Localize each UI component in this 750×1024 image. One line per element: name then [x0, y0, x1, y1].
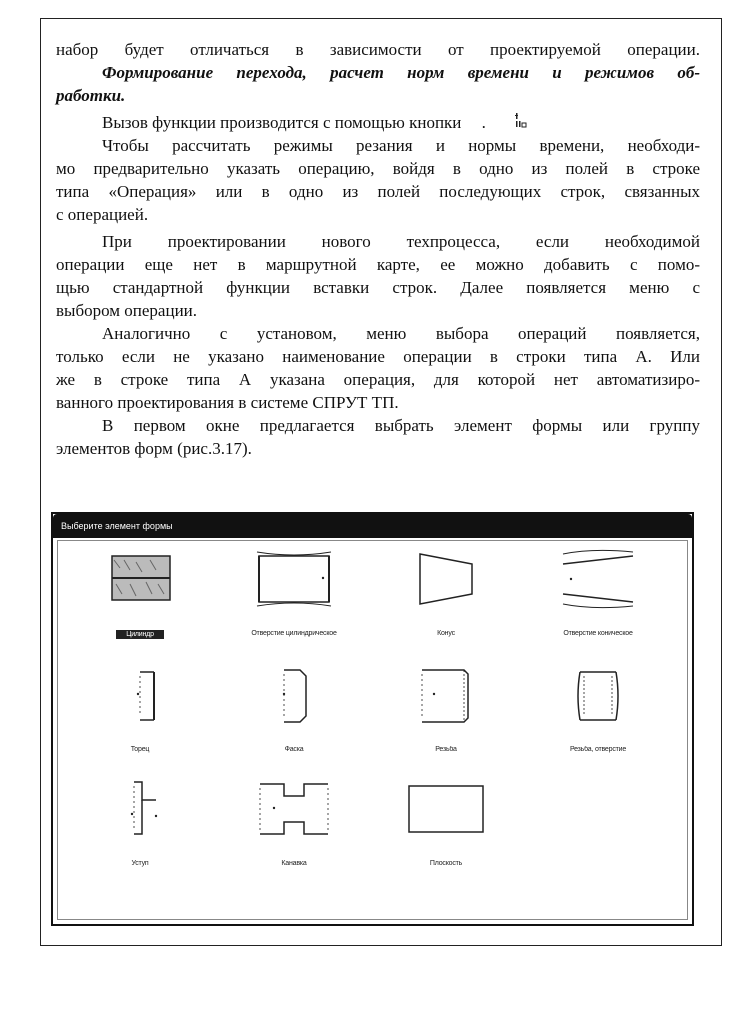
- window-titlebar: Выберите элемент формы: [53, 514, 692, 538]
- text-line: щью стандартной функции вставки строк. Далее появляется меню с: [56, 278, 700, 297]
- paragraph-1: [56, 111, 700, 134]
- text-line: Аналогично с установом, меню выбора операций появляется,: [102, 324, 700, 343]
- form-element-step[interactable]: [65, 778, 215, 888]
- form-element-face[interactable]: [65, 664, 215, 774]
- paragraph-0: [56, 38, 700, 61]
- text-line: типа «Операция» или в одно из полей последующих строк, связанных: [56, 182, 700, 201]
- paragraph-3: [56, 230, 700, 322]
- form-element-label: Канавка: [281, 860, 307, 867]
- text-line: ванного проектирования в системе СПРУТ ТП.: [56, 393, 399, 412]
- cylinder-icon: [100, 548, 180, 610]
- step-icon: [100, 778, 180, 840]
- form-element-thread[interactable]: [371, 664, 521, 774]
- thread-hole-icon: [558, 664, 638, 726]
- form-element-label: Плоскость: [429, 860, 463, 867]
- paragraph-2: [56, 134, 700, 226]
- plane-icon: [401, 778, 491, 840]
- text-line: операции еще нет в маршрутной карте, ее можно добавить с помо-: [56, 255, 700, 274]
- cylindrical-hole-icon: [249, 548, 339, 610]
- form-element-label: Отверстие коническое: [563, 630, 633, 637]
- text-line: элементов форм (рис.3.17).: [56, 439, 252, 458]
- groove-icon: [244, 778, 344, 840]
- form-element-cone[interactable]: [371, 548, 521, 658]
- form-element-label: Торец: [130, 746, 150, 753]
- text-line: В первом окне предлагается выбрать элемент формы или группу: [102, 416, 700, 435]
- document-text: [56, 38, 700, 460]
- text-line: работки.: [56, 86, 126, 105]
- form-element-label: Резьба, отверстие: [569, 746, 627, 753]
- step-calc-icon: [468, 112, 482, 130]
- text-line: только если не указано наименование операции в строки типа А. Или: [56, 347, 700, 366]
- form-element-conical-hole[interactable]: [523, 548, 673, 658]
- form-element-plane[interactable]: [371, 778, 521, 888]
- form-element-groove[interactable]: [219, 778, 369, 888]
- form-element-label: Уступ: [131, 860, 149, 867]
- form-element-label: Цилиндр: [116, 630, 164, 639]
- conical-hole-icon: [553, 548, 643, 610]
- text-line: При проектировании нового техпроцесса, если необходимой: [102, 232, 700, 251]
- section-heading: [56, 61, 700, 107]
- paragraph-4: [56, 322, 700, 414]
- text-line: же в строке типа А указана операция, для которой нет автоматизиро-: [56, 370, 700, 389]
- text-line: набор будет отличаться в зависимости от проектируемой операции.: [56, 40, 700, 59]
- form-element-label: Отверстие цилиндрическое: [251, 630, 337, 637]
- text-line: мо предварительно указать операцию, войдя в одно из полей в строке: [56, 159, 700, 178]
- text-line: Формирование перехода, расчет норм времени и режимов об-: [102, 63, 700, 82]
- select-form-element-window: [51, 512, 694, 926]
- face-icon: [100, 664, 180, 726]
- form-element-cylinder[interactable]: [65, 548, 215, 658]
- cone-icon: [406, 548, 486, 610]
- text-line: с операцией.: [56, 205, 149, 224]
- text-line: Вызов функции производится с помощью кнопки: [102, 113, 462, 132]
- form-element-cyl-hole[interactable]: [219, 548, 369, 658]
- text-line: выбором операции.: [56, 301, 198, 320]
- form-element-chamfer[interactable]: [219, 664, 369, 774]
- form-element-label: Конус: [437, 630, 455, 637]
- chamfer-icon: [254, 664, 334, 726]
- thread-icon: [406, 664, 486, 726]
- text-line: .: [481, 113, 486, 132]
- text-line: Чтобы рассчитать режимы резания и нормы времени, необходи-: [102, 136, 700, 155]
- form-element-thread-hole[interactable]: [523, 664, 673, 774]
- form-element-label: Фаска: [284, 746, 304, 753]
- form-element-label: Резьба: [435, 746, 457, 753]
- paragraph-5: [56, 414, 700, 460]
